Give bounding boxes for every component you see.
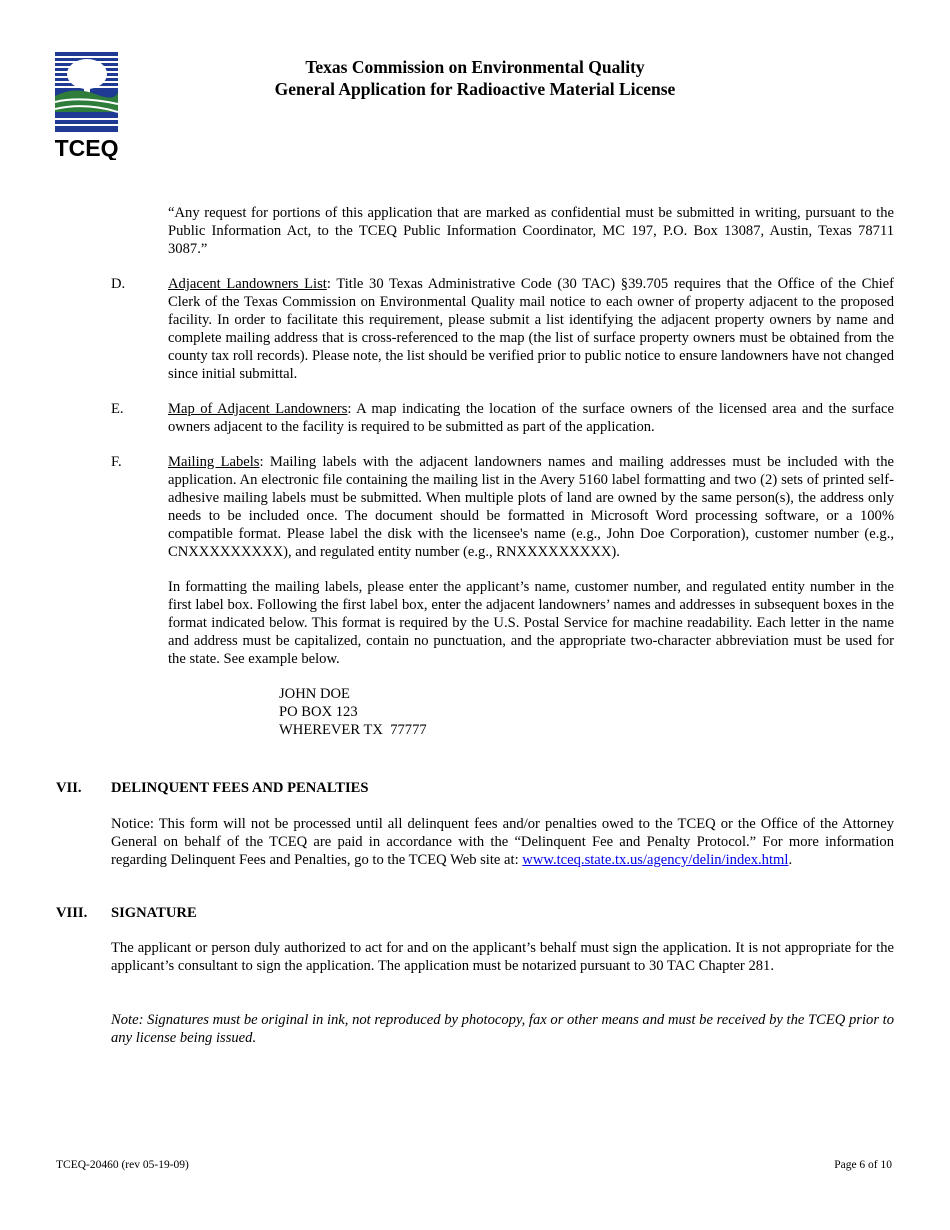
- example-address-line-3: WHEREVER TX 77777: [279, 722, 427, 738]
- item-f-paragraph: [168, 453, 894, 561]
- example-address-line-1: JOHN DOE: [279, 686, 350, 702]
- item-f-text: : Mailing labels with the adjacent landowners names and mailing addresses must be included with the application. An electronic file containing the mailing list in the Avery 5160 label formatting and two (2) sets of printed self-adhesive mailing labels must be submitted. When multiple plots of land are owned by the same person(s), the address only needs to be included once. The document should be formatted in Microsoft Word processing software, or a 100% compatible format. Please label the disk with the licensee's name (e.g., John Doe Corporation), customer number (e.g., CNXXXXXXXXX), and regulated entity number (e.g., RNXXXXXXXXX).: [168, 454, 894, 560]
- section-7-number: VII.: [56, 780, 82, 796]
- item-f-formatting-paragraph: In formatting the mailing labels, please enter the applicant’s name, customer number, and regulated entity number in the first label box. Following the first label box, enter the adjacent landowners’ names and addresses in subsequent boxes in the format indicated below. This format is required by the U.S. Postal Service for machine readability. Each letter in the name and address must be capitalized, contain no punctuation, and the appropriate two-character abbreviation must be used for the state. See example below.: [168, 579, 894, 667]
- section-7-title: DELINQUENT FEES AND PENALTIES: [111, 780, 369, 796]
- example-address: [279, 685, 427, 739]
- footer-page-number: Page 6 of 10: [834, 1159, 892, 1171]
- section-8-paragraph: The applicant or person duly authorized to act for and on the applicant’s behalf must sign the application. It is not appropriate for the applicant’s consultant to sign the application. The application must be notarized pursuant to 30 TAC Chapter 281.: [111, 940, 894, 974]
- footer-form-id: TCEQ-20460 (rev 05-19-09): [56, 1159, 189, 1171]
- delinquent-fees-link[interactable]: www.tceq.state.tx.us/agency/delin/index.html: [522, 852, 789, 868]
- section-8-number: VIII.: [56, 905, 88, 921]
- document-header: [180, 57, 770, 100]
- section-7-text: Notice: This form will not be processed until all delinquent fees and/or penalties owed to the TCEQ or the Office of the Attorney General on behalf of the TCEQ are paid in accordance with the “Delinquent Fee and Penalty Protocol.” For more information regarding Delinquent Fees and Penalties, go to the TCEQ Web site at:: [111, 816, 894, 868]
- section-7-after-link: .: [788, 852, 793, 868]
- confidential-paragraph: “Any request for portions of this application that are marked as confidential must be submitted in writing, pursuant to the Public Information Act, to the TCEQ Public Information Coordinator, MC 197, P.O. Box 13087, Austin, Texas 78711 3087.”: [168, 205, 894, 257]
- item-d-title: Adjacent Landowners List: [168, 276, 327, 292]
- header-line-2: General Application for Radioactive Material License: [274, 78, 676, 99]
- tceq-logo: [55, 52, 118, 160]
- item-e-text: : A map indicating the location of the surface owners of the licensed area and the surface owners adjacent to the facility is required to be submitted as part of the application.: [168, 401, 894, 435]
- header-line-1: Texas Commission on Environmental Quality: [305, 57, 645, 77]
- section-7-paragraph: [111, 815, 894, 869]
- example-address-line-2: PO BOX 123: [279, 704, 358, 720]
- logo-text: TCEQ: [55, 135, 118, 160]
- section-8-title: SIGNATURE: [111, 905, 197, 921]
- item-e-label: E.: [111, 401, 124, 417]
- item-d-paragraph: [168, 275, 894, 383]
- item-e-title: Map of Adjacent Landowners: [168, 401, 348, 417]
- item-f-label: F.: [111, 454, 122, 470]
- item-f-title: Mailing Labels: [168, 454, 260, 470]
- item-e-paragraph: [168, 400, 894, 436]
- item-d-label: D.: [111, 276, 126, 292]
- item-d-text: : Title 30 Texas Administrative Code (30 TAC) §39.705 requires that the Office of the Chief Clerk of the Texas Commission on Environmental Quality mail notice to each owner of property adjacent to the proposed facility. In order to facilitate this requirement, please submit a list identifying the adjacent property owners by name and complete mailing address that is cross-referenced to the map (the list of surface property owners must be obtained from the county tax roll records). Please note, the list should be verified prior to public notice to ensure landowners have not changed since initial submittal.: [168, 276, 895, 382]
- section-8-note: Note: Signatures must be original in ink, not reproduced by photocopy, fax or other means and must be received by the TCEQ prior to any license being issued.: [111, 1012, 894, 1046]
